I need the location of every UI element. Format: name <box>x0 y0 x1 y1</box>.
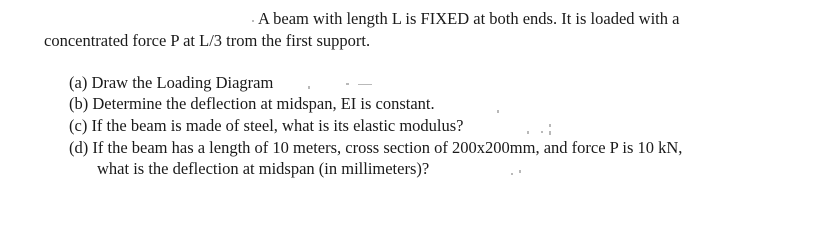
scan-speck <box>549 131 551 135</box>
scan-speck <box>527 131 529 134</box>
scan-speck <box>511 173 513 175</box>
scan-speck <box>549 124 551 127</box>
scan-speck <box>519 170 521 173</box>
question-a: (a) Draw the Loading Diagram <box>69 73 274 92</box>
question-d-line-2: what is the deflection at midspan (in millimeters)? <box>97 159 430 178</box>
scan-speck <box>497 110 499 113</box>
problem-statement-line-2: concentrated force P at L/3 trom the first support. <box>44 31 371 50</box>
question-c: (c) If the beam is made of steel, what is its elastic modulus? <box>69 116 464 135</box>
question-d-line-1: (d) If the beam has a length of 10 meters, cross section of 200x200mm, and force P is 10 kN, <box>69 138 683 157</box>
scan-speck <box>346 83 349 85</box>
scan-speck <box>541 131 543 133</box>
scan-speck <box>308 86 310 89</box>
scan-speck <box>252 20 254 22</box>
scan-dash <box>358 84 372 85</box>
problem-statement-line-1: A beam with length L is FIXED at both ends. It is loaded with a <box>258 9 680 28</box>
question-b: (b) Determine the deflection at midspan, EI is constant. <box>69 94 435 113</box>
